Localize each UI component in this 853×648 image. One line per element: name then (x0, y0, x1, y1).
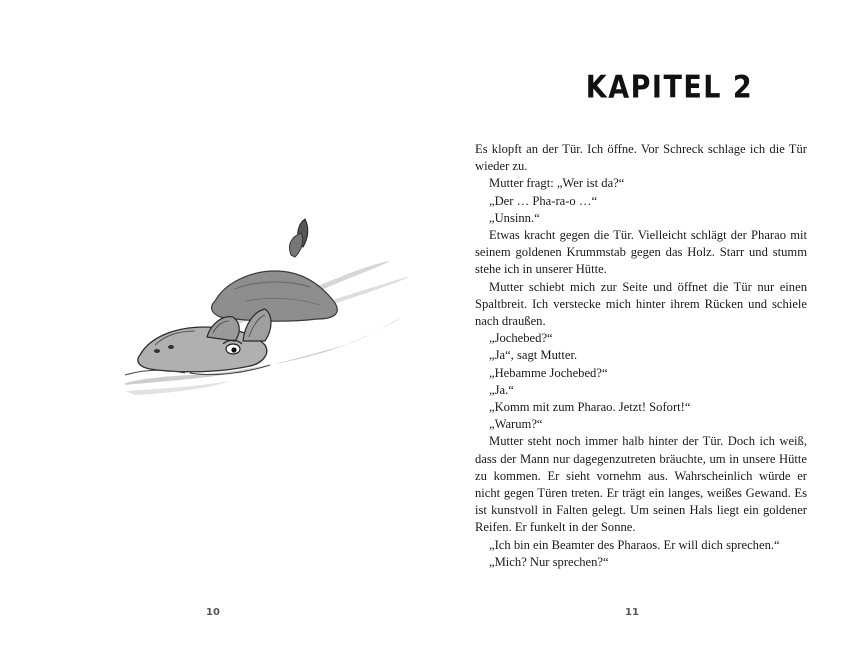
paragraph: „Mich? Nur sprechen?“ (489, 554, 609, 569)
left-page (0, 0, 426, 648)
paragraph: „Unsinn.“ (489, 210, 540, 225)
paragraph: „Der … Pha-ra-o …“ (489, 193, 598, 208)
paragraph: „Komm mit zum Pharao. Jetzt! Sofort!“ (489, 400, 691, 415)
paragraph: „Hebamme Jochebed?“ (489, 365, 608, 380)
hippo-tail (289, 219, 307, 257)
paragraph: Etwas kracht gegen die Tür. Vielleicht schlägt der Pharao mit seinem goldenen Krummstab gegen das Holz. Starr und stumm stehe ich in unserer Hütte. (475, 228, 807, 277)
chapter-body (475, 141, 807, 571)
hippo-illustration (95, 205, 415, 405)
paragraph: Mutter fragt: „Wer ist da?“ (489, 176, 625, 191)
chapter-title: KAPITEL 2 (585, 69, 754, 106)
paragraph: „Warum?“ (489, 417, 543, 432)
paragraph: Mutter schiebt mich zur Seite und öffnet die Tür nur einen Spaltbreit. Ich verstecke mich hinter ihrem Rücken und schiele nach draußen. (475, 279, 807, 329)
paragraph: Es klopft an der Tür. Ich öffne. Vor Schreck schlage ich die Tür wieder zu. (475, 142, 807, 174)
page-number: 11 (625, 607, 639, 618)
paragraph: „Ich bin ein Beamter des Pharaos. Er will dich sprechen.“ (489, 537, 780, 552)
paragraph: Mutter steht noch immer halb hinter der Tür. Doch ich weiß, dass der Mann nur dagegenzutreten bräuchte, um in unsere Hütte zu kommen. Er sieht vornehm aus. Wahrscheinlich würde er nicht gegen Türen treten. Er trägt ein langes, weißes Gewand. Es ist kunstvoll in Falten gelegt. Um seinen Hals liegt ein goldener Reifen. Er funkelt in der Sonne. (475, 434, 807, 535)
hippo-back (212, 271, 338, 321)
page-number: 10 (206, 607, 220, 618)
paragraph: „Ja.“ (489, 382, 514, 397)
paragraph: „Jochebed?“ (489, 331, 553, 346)
right-page (426, 0, 853, 648)
paragraph: „Ja“, sagt Mutter. (489, 348, 578, 363)
